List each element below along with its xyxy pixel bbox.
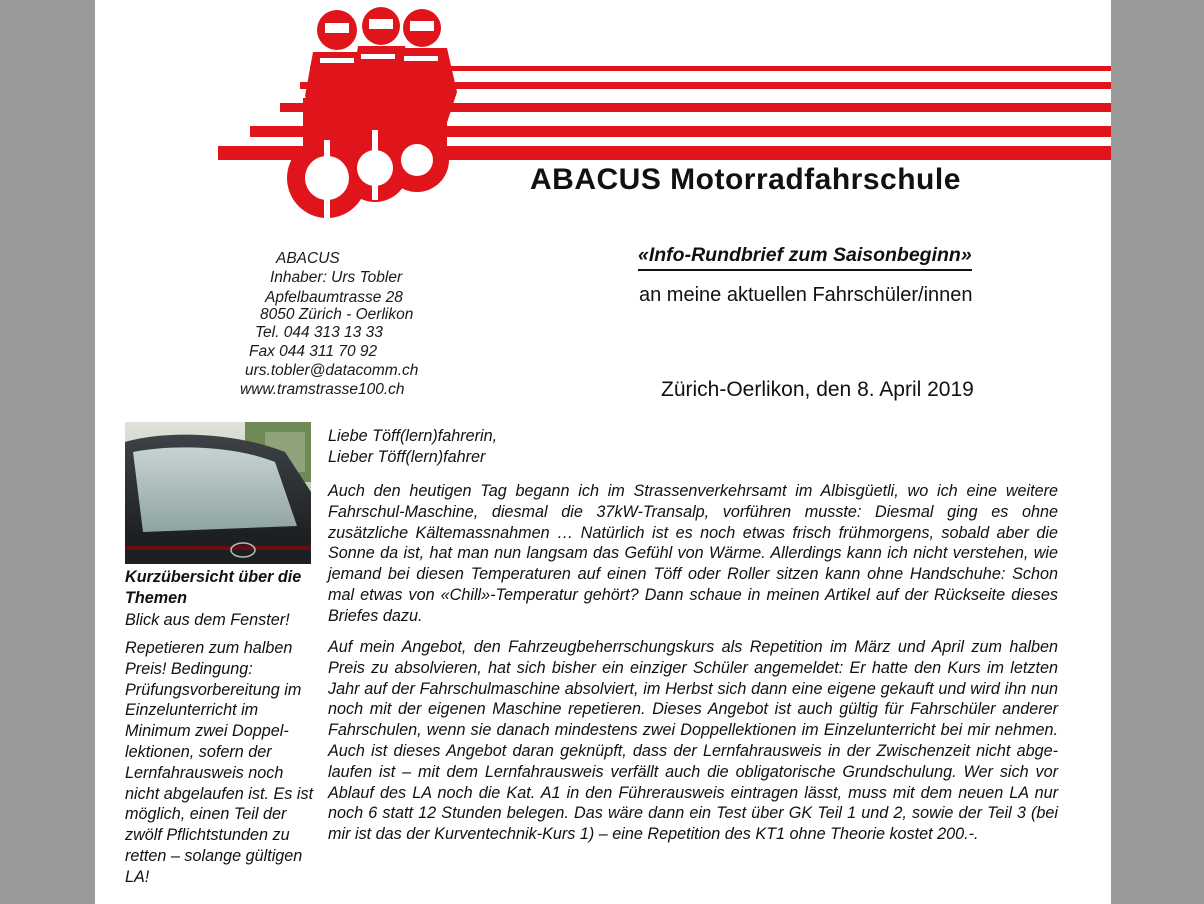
address-city: 8050 Zürich - Oerlikon [260, 306, 414, 323]
letter-subtitle: an meine aktuellen Fahrschüler/innen [639, 284, 973, 306]
address-street: Apfelbaumtrasse 28 [265, 289, 403, 306]
address-fax: Fax 044 311 70 92 [249, 343, 378, 360]
address-owner: Inhaber: Urs Tobler [270, 269, 403, 286]
letter-title: «Info-Rundbrief zum Saisonbeginn» [638, 244, 972, 271]
paragraph-1-text: Auch den heutigen Tag begann ich im Strassenverkehrsamt im Albisgüetli, wo ich eine weitere Fahrschul-Maschine, diesmal die 37kW-Transalp, vorführen musste: Diesmal ging es ohne zusätzliche Kältemassnahmen … Natürlich ist es noch etwas frisch frühmorgens, sobald aber die Sonne da ist, hat man nun langsam das Gefühl von Wärme. Allerdings kann ich nicht verstehen, wie jemand bei diesen Temperaturen auf einen Töff oder Roller sitzen kann ohne Handschuhe: Schon mal etwas von «Chill»-Temperatur gehört? Dann schaue in meinen Artikel auf der Rückseite dieses Briefes dazu. [328, 482, 1058, 625]
company-name: ABACUS Motorradfahrschule [530, 163, 961, 196]
sidebar-summary [125, 638, 315, 888]
address-name: ABACUS [276, 250, 340, 267]
address-website: www.tramstrasse100.ch [240, 381, 405, 398]
paragraph-2 [328, 637, 1058, 845]
address-email: urs.tobler@datacomm.ch [245, 362, 419, 379]
sidebar-summary-text: Repetieren zum halben Preis! Bedingung: Prüfungsvorbereitung im Einzelunterricht im Minimum zwei Doppellektionen, sofern der Lernfahrausweis noch nicht abgelaufen ist. Es ist möglich, einen Teil der zwölf Pflichtstunden zu retten – solange gültigen LA! [125, 639, 314, 886]
paragraph-1 [328, 481, 1058, 627]
sidebar-heading: Kurzübersicht über die Themen [125, 568, 302, 607]
paragraph-2-text: Auf mein Angebot, den Fahrzeugbeherrschungskurs als Repetition im März und April zum halben Preis zu absolvieren, hat sich bisher ein einziger Schüler angemeldet: Er hatte den Kurs im letzten Jahr auf der Fahrschulmaschine absolviert, im Herbst sich dann eine eigene gekauft und wird ihn nun noch mit der eigenen Maschine repetieren. Dieses Angebot ist auch gültig für Fahrschüler anderer Fahrschulen, wenn sie danach mindestens zwei Doppellektionen im Einzelunterricht bei mir nehmen. Auch ist dieses Angebot daran geknüpft, dass der Lernfahrausweis in der Zwischenzeit nicht abgelaufen ist – mit dem Lernfahrausweis verfällt auch die obligatorische Grundschulung. Wer sich vor Ablauf des LA noch die Kat. A1 in den Führerausweis eintragen lässt, muss mit dem neuen LA nur noch 6 statt 12 Stunden belegen. Das wäre dann ein Test über GK Teil 1 und 2, sowie der Teil 3 (bei mir ist das der Kurventechnik-Kurs 1) – eine Repetition des KT1 ohne Theorie kostet 200.-. [328, 638, 1058, 844]
motorcycle-riders-logo-icon [95, 0, 1111, 240]
greeting [328, 426, 1058, 468]
greeting-line-1: Liebe Töff(lern)fahrerin, [328, 427, 498, 445]
greeting-line-2: Lieber Töff(lern)fahrer [328, 447, 486, 466]
address-phone: Tel. 044 313 13 33 [255, 324, 383, 341]
car-window-photo [125, 422, 311, 564]
photo-caption: Blick aus dem Fenster! [125, 611, 290, 629]
letter-page [95, 0, 1111, 904]
letter-date: Zürich-Oerlikon, den 8. April 2019 [661, 378, 974, 401]
